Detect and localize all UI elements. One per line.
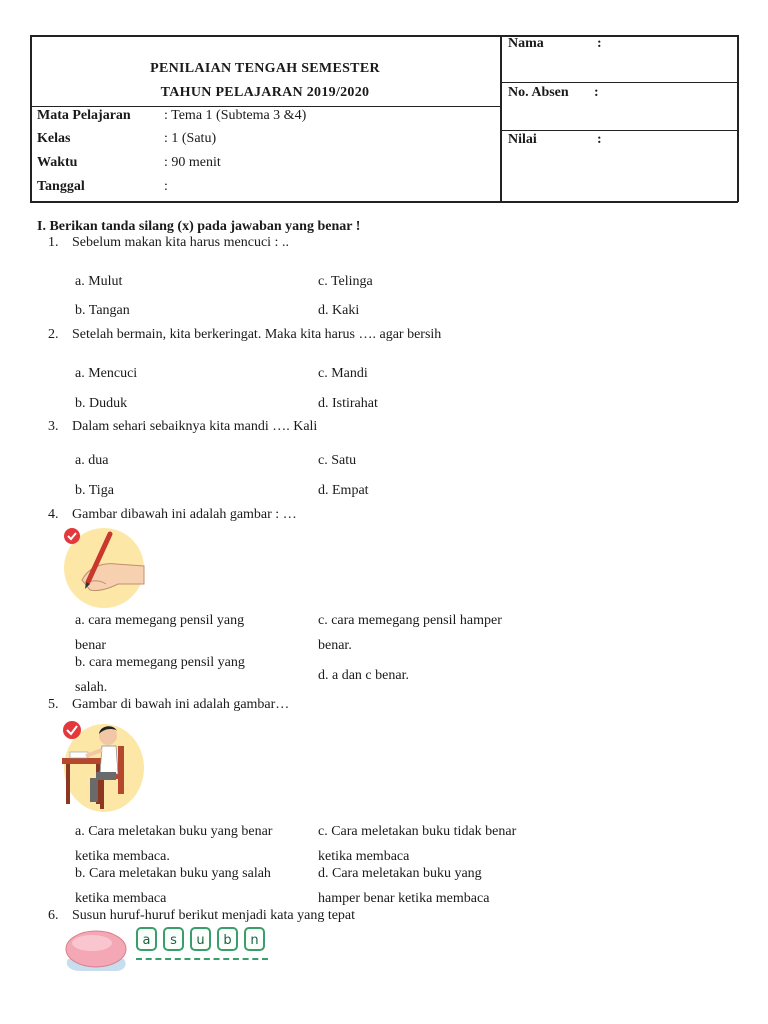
answer-line[interactable] xyxy=(136,958,268,960)
value-class: : 1 (Satu) xyxy=(164,131,217,146)
question-text: Gambar dibawah ini adalah gambar : … xyxy=(72,507,297,522)
option-c-line2: ketika membaca xyxy=(318,849,410,864)
option-c[interactable]: c. Satu xyxy=(318,453,357,468)
label-subject: Mata Pelajaran xyxy=(37,108,131,123)
question-number: 1. xyxy=(48,235,59,250)
question-text: Susun huruf-huruf berikut menjadi kata yang tepat xyxy=(72,908,356,923)
question-number: 4. xyxy=(48,507,59,522)
letter-tile[interactable]: n xyxy=(244,927,265,951)
question-text: Gambar di bawah ini adalah gambar… xyxy=(72,697,290,712)
exam-title: PENILAIAN TENGAH SEMESTER xyxy=(150,61,380,76)
question-number: 6. xyxy=(48,908,59,923)
option-d[interactable]: d. Istirahat xyxy=(318,396,378,411)
section-instruction: I. Berikan tanda silang (x) pada jawaban yang benar ! xyxy=(37,219,361,234)
option-b-line2: ketika membaca xyxy=(75,891,167,906)
option-d-line1[interactable]: d. Cara meletakan buku yang xyxy=(318,866,482,881)
option-d[interactable]: d. Kaki xyxy=(318,303,360,318)
option-b[interactable]: b. Duduk xyxy=(75,396,128,411)
reading-posture-illustration xyxy=(58,716,148,816)
holding-pencil-illustration xyxy=(58,522,148,612)
colon-absen: : xyxy=(594,85,599,100)
option-a[interactable]: a. Mencuci xyxy=(75,366,138,381)
option-b[interactable]: b. Tiga xyxy=(75,483,114,498)
question-number: 5. xyxy=(48,697,59,712)
value-subject: : Tema 1 (Subtema 3 &4) xyxy=(164,108,307,123)
option-c-line1[interactable]: c. cara memegang pensil hamper xyxy=(318,613,502,628)
question-text: Setelah bermain, kita berkeringat. Maka kita harus …. agar bersih xyxy=(72,327,442,342)
question-text: Dalam sehari sebaiknya kita mandi …. Kali xyxy=(72,419,318,434)
colon-name: : xyxy=(597,36,602,51)
option-a-line1[interactable]: a. Cara meletakan buku yang benar xyxy=(75,824,273,839)
option-c[interactable]: c. Mandi xyxy=(318,366,368,381)
option-d[interactable]: d. Empat xyxy=(318,483,369,498)
colon-score: : xyxy=(597,132,602,147)
option-c[interactable]: c. Telinga xyxy=(318,274,373,289)
letter-tile[interactable]: s xyxy=(163,927,184,951)
letter-tile[interactable]: a xyxy=(136,927,157,951)
option-a-line2: ketika membaca. xyxy=(75,849,170,864)
option-d-line2: hamper benar ketika membaca xyxy=(318,891,490,906)
option-a[interactable]: a. Mulut xyxy=(75,274,123,289)
letter-tile[interactable]: b xyxy=(217,927,238,951)
question-number: 2. xyxy=(48,327,59,342)
option-c-line1[interactable]: c. Cara meletakan buku tidak benar xyxy=(318,824,517,839)
option-b[interactable]: b. Tangan xyxy=(75,303,130,318)
option-d[interactable]: d. a dan c benar. xyxy=(318,668,409,683)
value-time: : 90 menit xyxy=(164,155,221,170)
label-time: Waktu xyxy=(37,155,78,170)
option-c-line2: benar. xyxy=(318,638,352,653)
label-name: Nama xyxy=(508,36,544,51)
value-date: : xyxy=(164,179,168,194)
label-class: Kelas xyxy=(37,131,71,146)
option-a-line2: benar xyxy=(75,638,107,653)
label-date: Tanggal xyxy=(37,179,85,194)
option-b-line1[interactable]: b. Cara meletakan buku yang salah xyxy=(75,866,271,881)
option-a[interactable]: a. dua xyxy=(75,453,109,468)
option-a-line1[interactable]: a. cara memegang pensil yang xyxy=(75,613,245,628)
letter-tile[interactable]: u xyxy=(190,927,211,951)
label-score: Nilai xyxy=(508,132,537,147)
option-b-line2: salah. xyxy=(75,680,108,695)
option-b-line1[interactable]: b. cara memegang pensil yang xyxy=(75,655,245,670)
question-number: 3. xyxy=(48,419,59,434)
label-absen: No. Absen xyxy=(508,85,569,100)
academic-year: TAHUN PELAJARAN 2019/2020 xyxy=(160,85,370,100)
soap-illustration xyxy=(62,925,130,975)
question-text: Sebelum makan kita harus mencuci : .. xyxy=(72,235,289,250)
